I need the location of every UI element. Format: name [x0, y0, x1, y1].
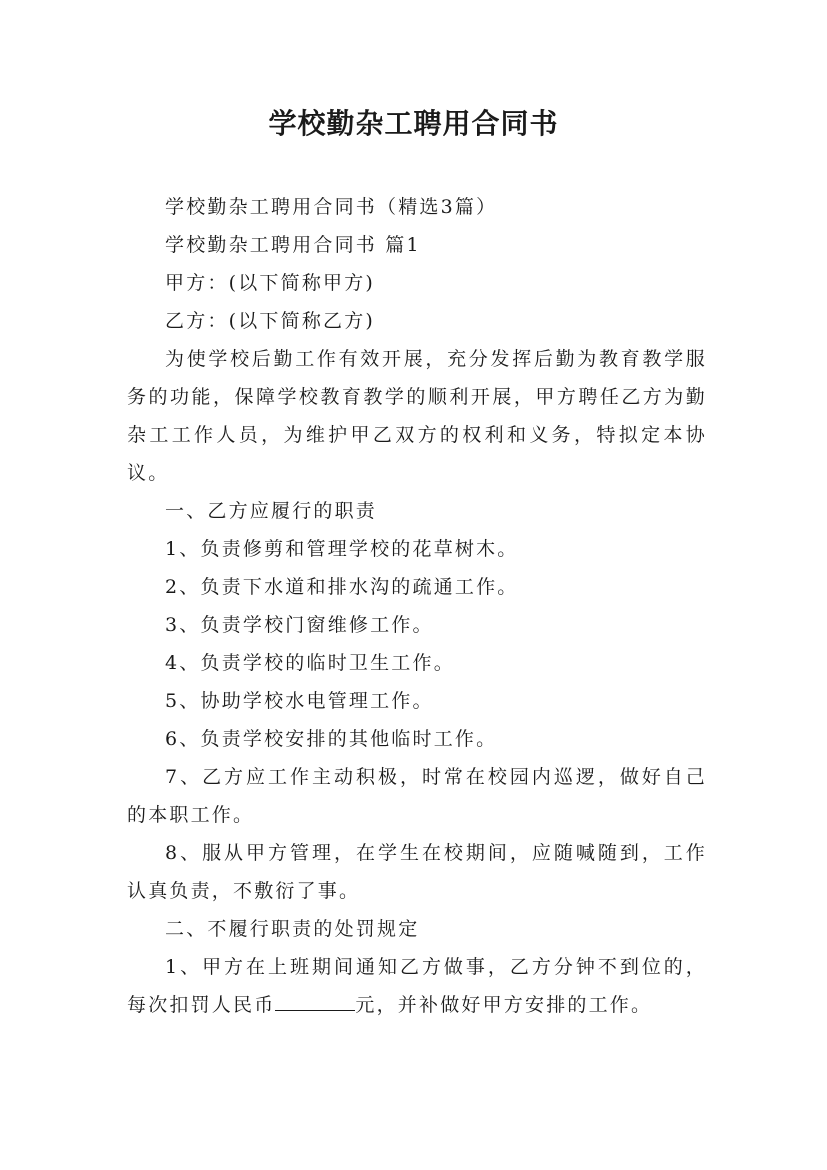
penalty-1-text-after: 元，并补做好甲方安排的工作。 — [355, 994, 653, 1016]
document-title: 学校勤杂工聘用合同书 — [268, 107, 559, 140]
paragraph-penalty-1 — [127, 948, 707, 1024]
penalty-1-text-before: 1、甲方在上班期间通知乙方做事，乙方分钟不到位的，每次扣罚人民币 — [127, 956, 707, 1016]
paragraph-duty-2: 2、负责下水道和排水沟的疏通工作。 — [165, 576, 519, 598]
paragraph-section-heading: 学校勤杂工聘用合同书 篇1 — [165, 234, 421, 256]
paragraph-subtitle: 学校勤杂工聘用合同书（精选3篇） — [165, 196, 498, 218]
paragraph-party-b: 乙方：(以下简称乙方) — [165, 310, 376, 332]
paragraph-duty-5: 5、协助学校水电管理工作。 — [165, 690, 434, 712]
paragraph-party-a: 甲方：(以下简称甲方) — [165, 272, 376, 294]
paragraph-heading-duties: 一、乙方应履行的职责 — [165, 500, 378, 522]
paragraph-heading-penalties: 二、不履行职责的处罚规定 — [165, 918, 420, 940]
paragraph-duty-7: 7、乙方应工作主动积极，时常在校园内巡逻，做好自己的本职工作。 — [127, 766, 707, 826]
paragraph-duty-4: 4、负责学校的临时卫生工作。 — [165, 652, 455, 674]
paragraph-duty-1: 1、负责修剪和管理学校的花草树木。 — [165, 538, 519, 560]
document-body — [127, 188, 707, 1024]
paragraph-duty-8: 8、服从甲方管理，在学生在校期间，应随喊随到，工作认真负责，不敷衍了事。 — [127, 842, 707, 902]
fill-in-blank — [275, 988, 355, 1011]
paragraph-duty-6: 6、负责学校安排的其他临时工作。 — [165, 728, 498, 750]
paragraph-duty-3: 3、负责学校门窗维修工作。 — [165, 614, 434, 636]
paragraph-intro: 为使学校后勤工作有效开展，充分发挥后勤为教育教学服务的功能，保障学校教育教学的顺利开展，甲方聘任乙方为勤杂工工作人员，为维护甲乙双方的权利和义务，特拟定本协议。 — [127, 348, 707, 484]
